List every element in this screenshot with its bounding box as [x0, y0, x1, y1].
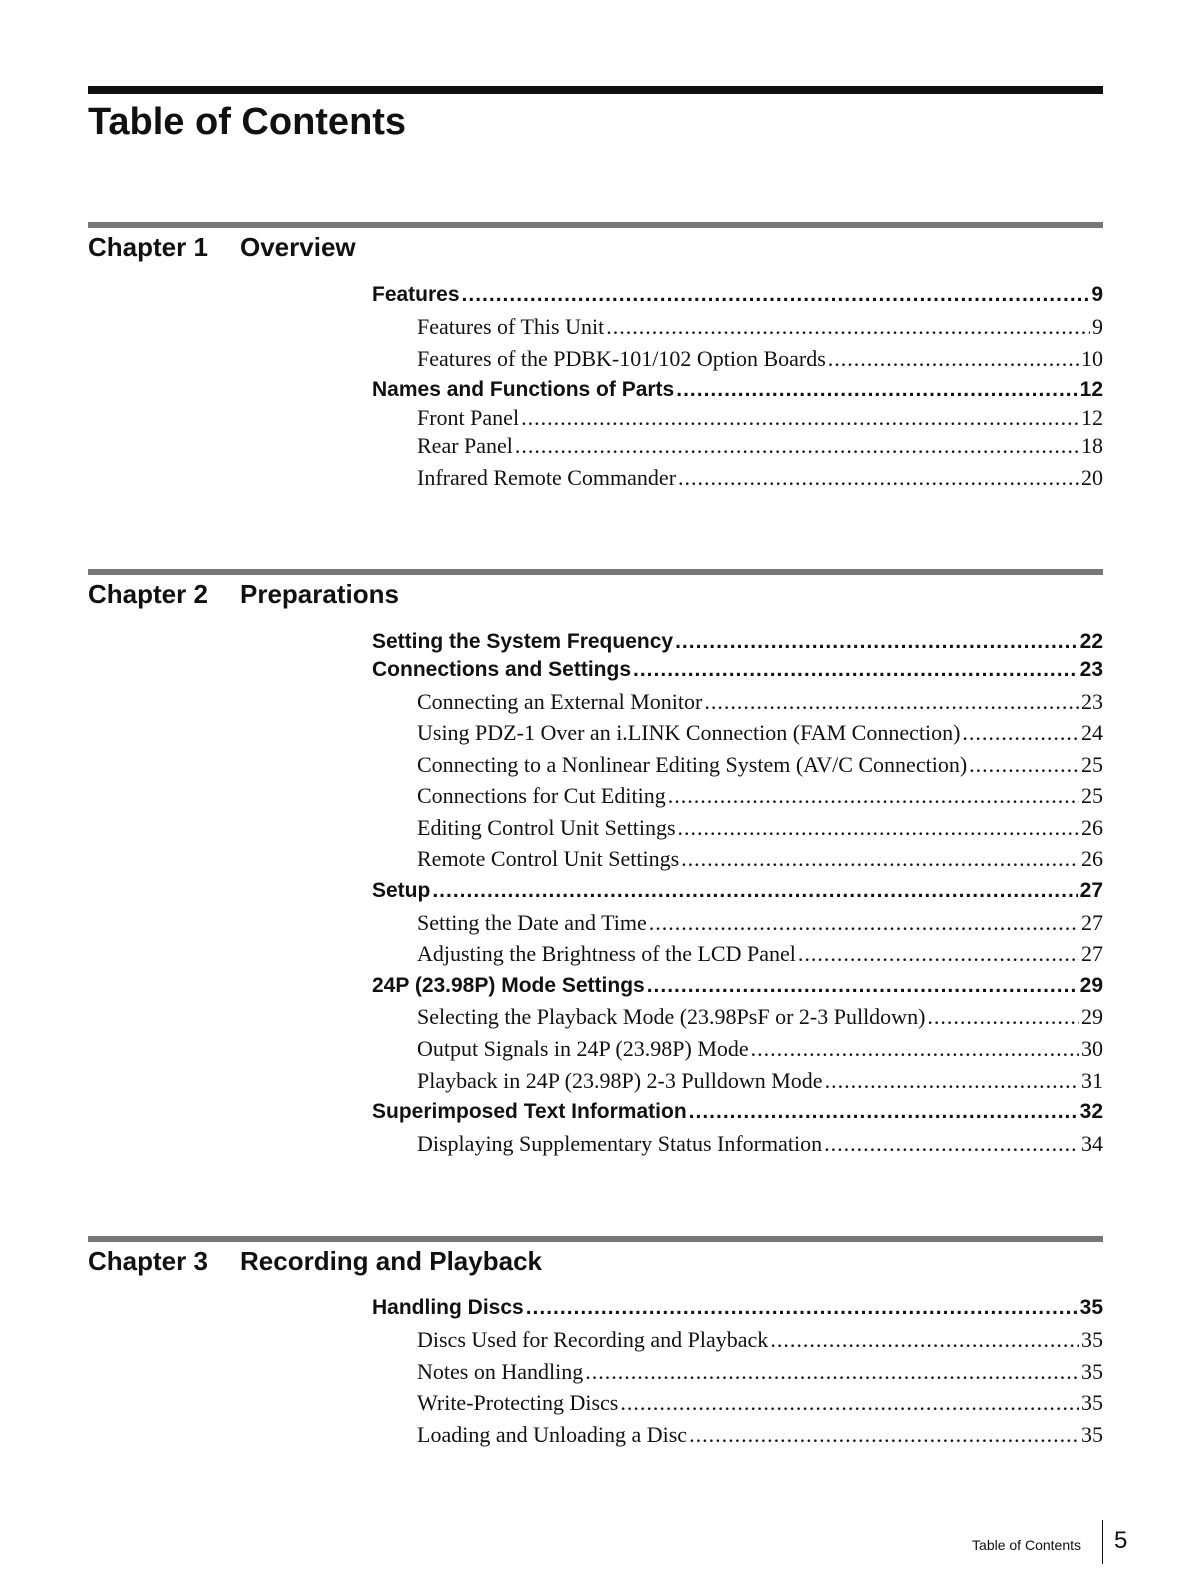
dot-leader [633, 656, 1078, 684]
dot-leader [751, 1035, 1079, 1063]
entry-page: 29 [1079, 974, 1103, 997]
entry-page: 26 [1081, 815, 1103, 840]
dot-leader [668, 782, 1079, 810]
toc-entry-supplementary-status[interactable] [417, 1130, 1103, 1158]
toc-entry-nonlinear-editing[interactable] [417, 751, 1103, 779]
entry-title: Features of This Unit [417, 314, 605, 339]
entry-page: 27 [1081, 941, 1103, 966]
chapter-name: Preparations [240, 579, 399, 609]
entry-title: Using PDZ-1 Over an i.LINK Connection (FAM Connection) [417, 720, 961, 745]
dot-leader [927, 1003, 1079, 1031]
dot-leader [675, 628, 1078, 656]
chapter-heading [88, 230, 356, 264]
chapter-rule [88, 569, 1103, 575]
toc-entry-infrared-remote[interactable] [417, 464, 1103, 492]
entry-page: 35 [1081, 1390, 1103, 1415]
entry-page: 35 [1081, 1327, 1103, 1352]
toc-entry-discs-used[interactable] [417, 1326, 1103, 1354]
dot-leader [647, 972, 1078, 1000]
dot-leader [969, 751, 1079, 779]
chapter-number: Chapter 3 [88, 1246, 208, 1276]
entry-title: Discs Used for Recording and Playback [417, 1327, 769, 1352]
entry-title: Infrared Remote Commander [417, 465, 677, 490]
dot-leader [526, 1294, 1078, 1322]
toc-entry-playback-mode[interactable] [417, 1003, 1103, 1031]
entry-page: 10 [1081, 346, 1103, 371]
entry-title: Loading and Unloading a Disc [417, 1422, 688, 1447]
dot-leader [606, 313, 1090, 341]
toc-entry-names-and-functions[interactable] [372, 376, 1103, 404]
chapter-heading [88, 577, 399, 611]
toc-entry-output-signals[interactable] [417, 1035, 1103, 1063]
toc-entry-ilink-fam[interactable] [417, 719, 1103, 747]
toc-entry-pulldown-playback[interactable] [417, 1067, 1103, 1095]
footer-section-label: Table of Contents [972, 1537, 1081, 1553]
entry-page: 35 [1079, 1296, 1103, 1319]
dot-leader [676, 376, 1077, 404]
toc-entry-lcd-brightness[interactable] [417, 940, 1103, 968]
entry-page: 20 [1081, 465, 1103, 490]
dot-leader [689, 1421, 1079, 1449]
entry-page: 18 [1081, 433, 1103, 458]
chapter-number: Chapter 1 [88, 232, 208, 262]
entry-page: 23 [1079, 658, 1103, 681]
entry-page: 24 [1081, 720, 1103, 745]
entry-title: Displaying Supplementary Status Information [417, 1131, 823, 1156]
chapter-rule [88, 222, 1103, 228]
footer-page-number: 5 [1114, 1527, 1128, 1554]
toc-entry-date-and-time[interactable] [417, 909, 1103, 937]
toc-entry-external-monitor[interactable] [417, 688, 1103, 716]
entry-title: Features [372, 283, 460, 306]
entry-page: 12 [1079, 378, 1103, 401]
entry-page: 25 [1081, 752, 1103, 777]
dot-leader [678, 814, 1079, 842]
toc-entry-option-boards[interactable] [417, 345, 1103, 373]
dot-leader [521, 404, 1079, 432]
dot-leader [620, 1389, 1079, 1417]
toc-entry-notes-on-handling[interactable] [417, 1358, 1103, 1386]
dot-leader [515, 432, 1079, 460]
entry-title: Setup [372, 879, 431, 902]
entry-title: Editing Control Unit Settings [417, 815, 676, 840]
entry-page: 27 [1081, 910, 1103, 935]
entry-title: Names and Functions of Parts [372, 378, 675, 401]
dot-leader [770, 1326, 1079, 1354]
dot-leader [824, 1130, 1079, 1158]
dot-leader [462, 281, 1090, 309]
toc-entry-loading-unloading[interactable] [417, 1421, 1103, 1449]
entry-title: Setting the Date and Time [417, 910, 647, 935]
dot-leader [828, 345, 1079, 373]
dot-leader [825, 1067, 1079, 1095]
entry-title: Front Panel [417, 405, 520, 430]
dot-leader [798, 940, 1079, 968]
entry-page: 30 [1081, 1036, 1103, 1061]
toc-entry-superimposed-text[interactable] [372, 1098, 1103, 1126]
toc-entry-cut-editing[interactable] [417, 782, 1103, 810]
dot-leader [962, 719, 1079, 747]
entry-title: Rear Panel [417, 433, 513, 458]
entry-page: 35 [1081, 1359, 1103, 1384]
toc-entry-remote-control-unit[interactable] [417, 845, 1103, 873]
entry-title: Connecting an External Monitor [417, 689, 703, 714]
entry-title: Selecting the Playback Mode (23.98PsF or 2-3 Pulldown) [417, 1004, 926, 1029]
title-rule [88, 86, 1103, 94]
entry-page: 34 [1081, 1131, 1103, 1156]
dot-leader [681, 845, 1079, 873]
entry-page: 9 [1092, 314, 1103, 339]
page-title: Table of Contents [88, 101, 407, 143]
chapter-name: Recording and Playback [240, 1246, 542, 1276]
entry-title: Handling Discs [372, 1296, 524, 1319]
toc-entry-system-frequency[interactable] [372, 628, 1103, 656]
entry-title: 24P (23.98P) Mode Settings [372, 974, 645, 997]
entry-title: Superimposed Text Information [372, 1100, 687, 1123]
entry-title: Remote Control Unit Settings [417, 846, 680, 871]
entry-page: 9 [1091, 283, 1103, 306]
entry-page: 22 [1079, 630, 1103, 653]
dot-leader [704, 688, 1079, 716]
entry-page: 31 [1081, 1068, 1103, 1093]
entry-title: Setting the System Frequency [372, 630, 674, 653]
entry-title: Connections for Cut Editing [417, 783, 666, 808]
entry-title: Connections and Settings [372, 658, 632, 681]
entry-title: Notes on Handling [417, 1359, 584, 1384]
entry-title: Playback in 24P (23.98P) 2-3 Pulldown Mode [417, 1068, 823, 1093]
dot-leader [585, 1358, 1079, 1386]
dot-leader [649, 909, 1079, 937]
dot-leader [432, 877, 1077, 905]
entry-title: Adjusting the Brightness of the LCD Panel [417, 941, 796, 966]
entry-page: 27 [1079, 879, 1103, 902]
footer-divider [1102, 1520, 1103, 1564]
toc-entry-connections-and-settings[interactable] [372, 656, 1103, 684]
toc-entry-24p-mode-settings[interactable] [372, 972, 1103, 1000]
toc-entry-handling-discs[interactable] [372, 1294, 1103, 1322]
chapter-rule [88, 1236, 1103, 1242]
entry-title: Connecting to a Nonlinear Editing System (AV/C Connection) [417, 752, 968, 777]
entry-page: 32 [1079, 1100, 1103, 1123]
entry-page: 25 [1081, 783, 1103, 808]
toc-entry-write-protecting[interactable] [417, 1389, 1103, 1417]
dot-leader [689, 1098, 1078, 1126]
chapter-number: Chapter 2 [88, 579, 208, 609]
toc-entry-features[interactable] [372, 281, 1103, 309]
entry-page: 12 [1081, 405, 1103, 430]
toc-entry-setup[interactable] [372, 877, 1103, 905]
entry-title: Write-Protecting Discs [417, 1390, 619, 1415]
dot-leader [678, 464, 1079, 492]
entry-page: 26 [1081, 846, 1103, 871]
chapter-heading [88, 1244, 542, 1278]
entry-page: 23 [1081, 689, 1103, 714]
entry-page: 29 [1081, 1004, 1103, 1029]
entry-title: Output Signals in 24P (23.98P) Mode [417, 1036, 749, 1061]
toc-entry-editing-control-unit[interactable] [417, 814, 1103, 842]
chapter-name: Overview [240, 232, 356, 262]
entry-page: 35 [1081, 1422, 1103, 1447]
toc-entry-rear-panel[interactable] [417, 432, 1103, 460]
entry-title: Features of the PDBK-101/102 Option Boards [417, 346, 826, 371]
toc-entry-front-panel[interactable] [417, 404, 1103, 432]
toc-entry-features-of-this-unit[interactable] [417, 313, 1103, 341]
